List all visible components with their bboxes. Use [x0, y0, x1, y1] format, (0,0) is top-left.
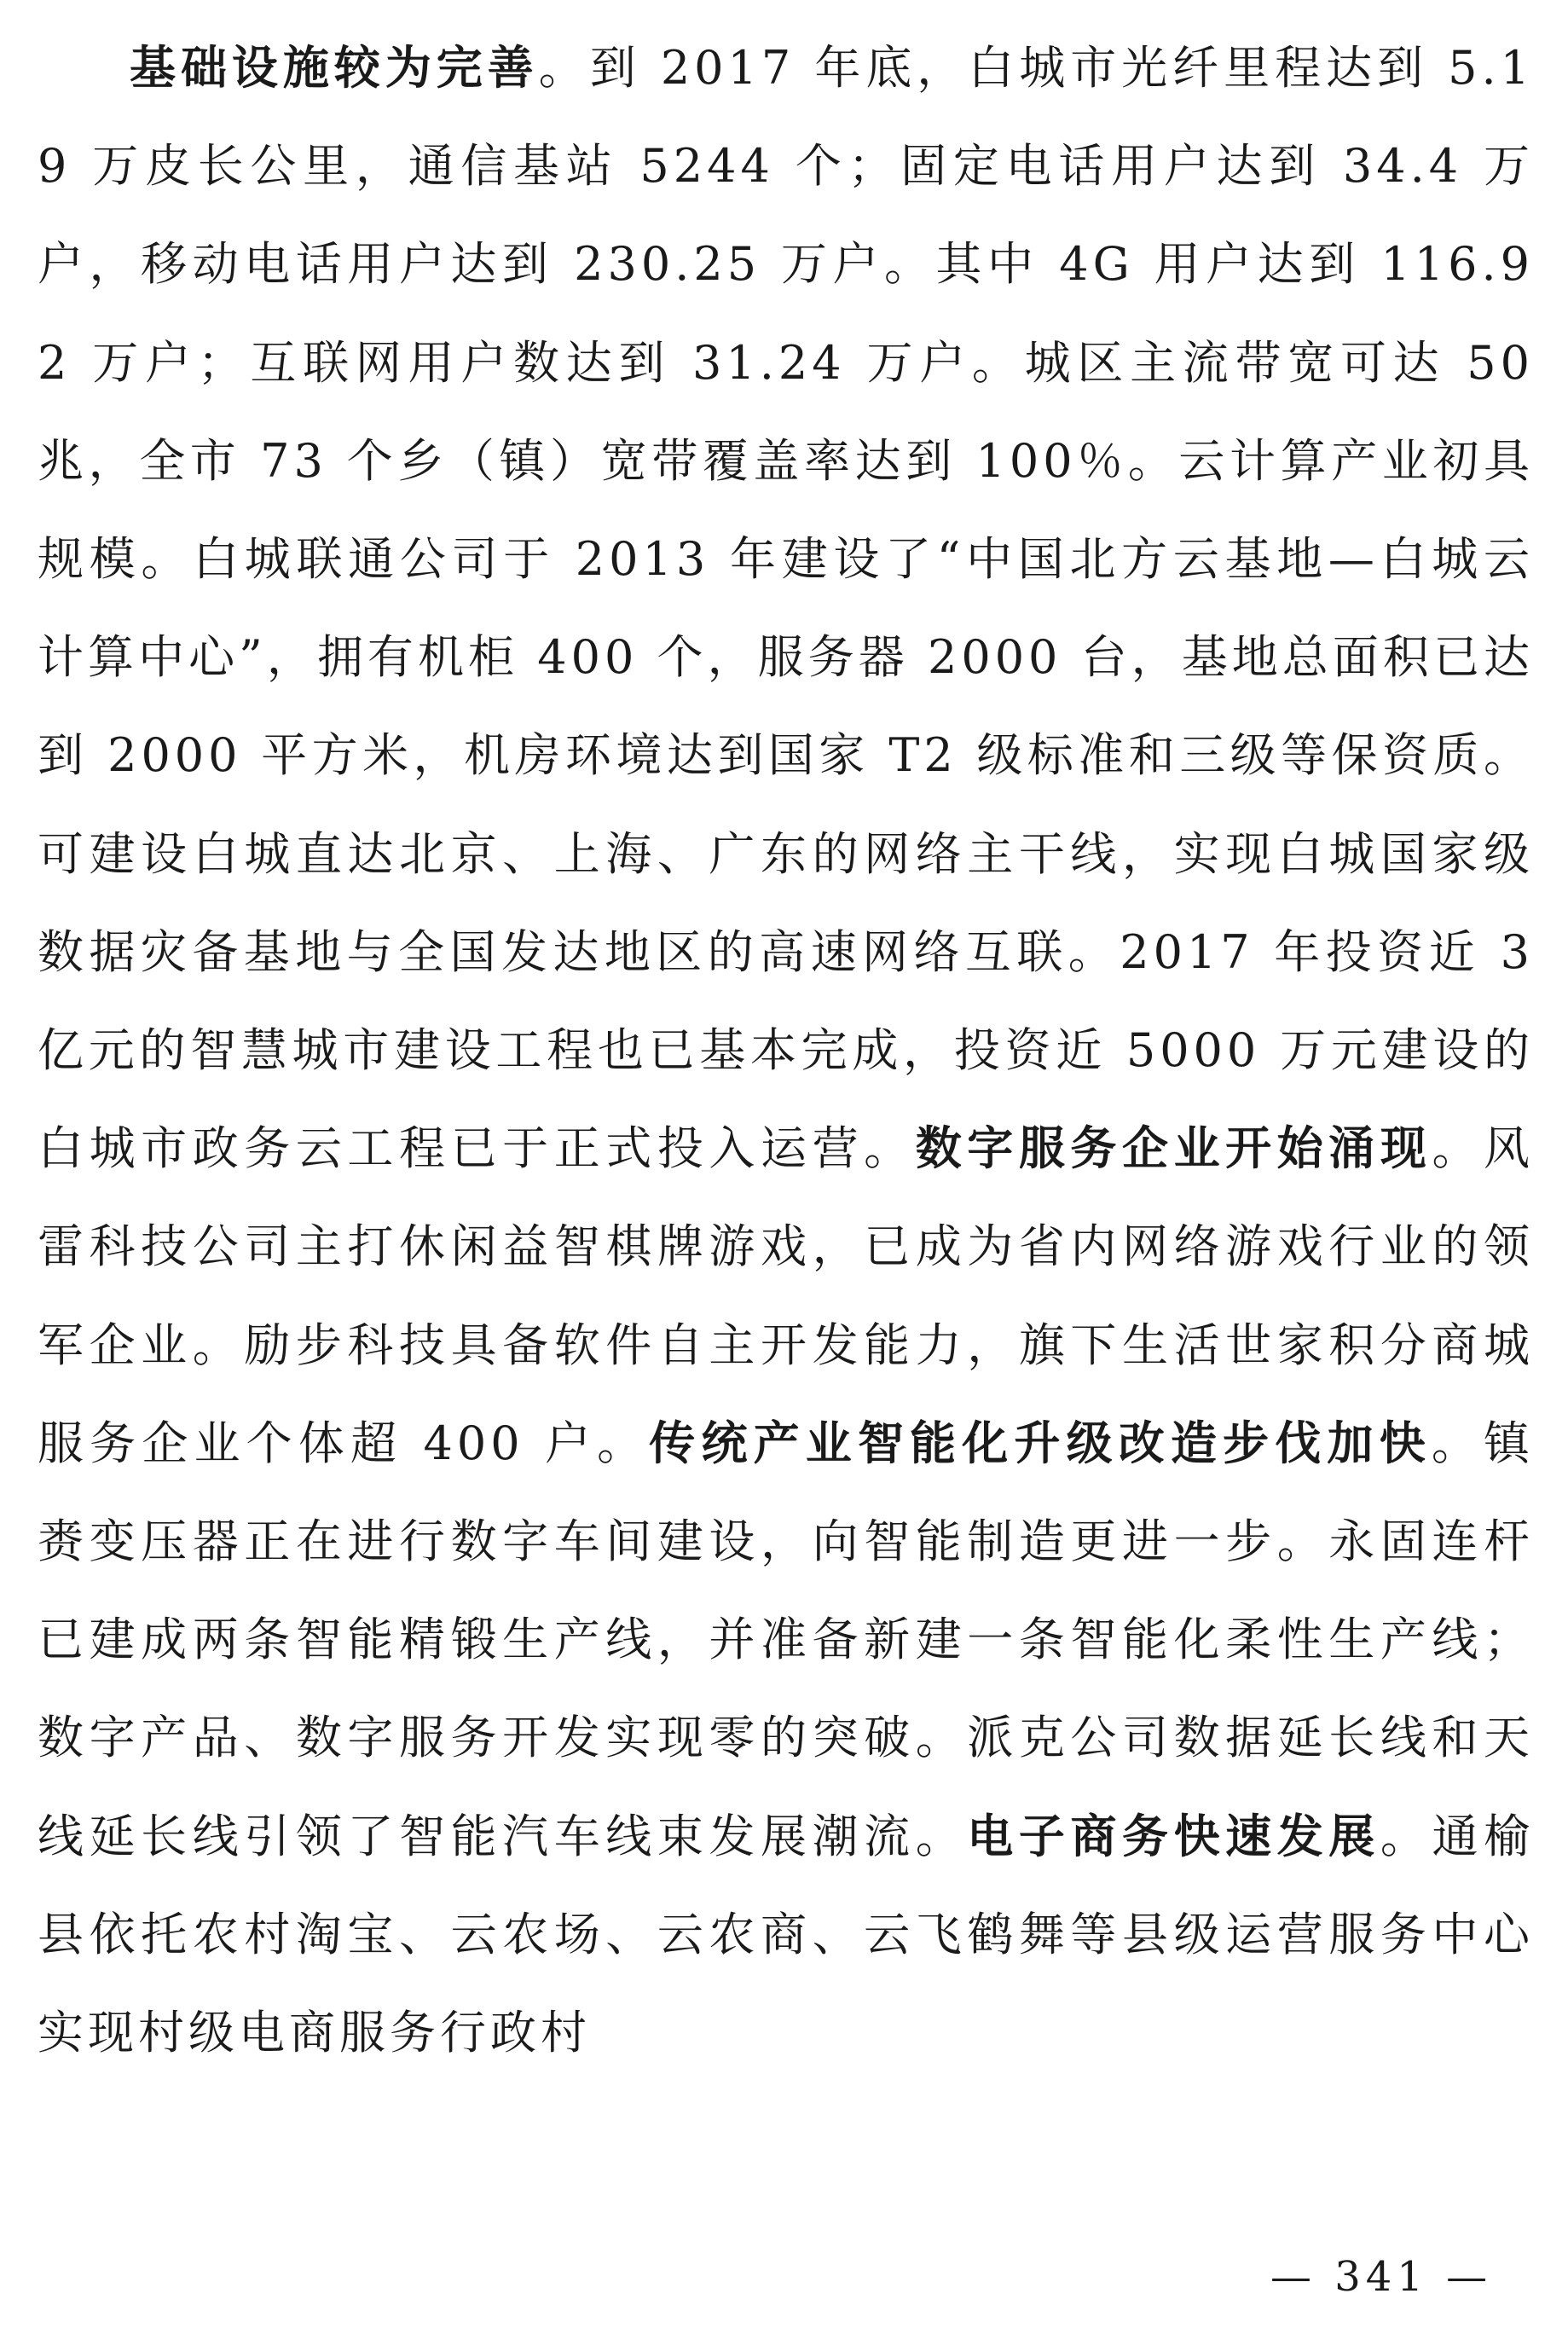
paragraph-text: 。镇赉变压器正在进行数字车间建设，向智能制造更进一步。永固连杆已建成两条智能精锻生产线，并准备新建一条智能化柔性生产线；数字产品、数字服务开发实现零的突破。派克公司数据延长线和天线延长线引领了智能汽车线束发展潮流。 [38, 1416, 1535, 1863]
bold-heading-ecommerce: 电子商务快速发展 [967, 1808, 1380, 1863]
paragraph-text: 。通榆县依托农村淘宝、云农场、云农商、云飞鹤舞等县级运营服务中心实现村级电商服务行政村 [38, 1809, 1535, 2060]
paragraph-text: 。到 2017 年底，白城市光纤里程达到 5.19 万皮长公里，通信基站 5244 个；固定电话用户达到 34.4 万户，移动电话用户达到 230.25 万户。其中 4G 用户达到 116.92 万户；互联网用户数达到 31.24 万户。城区主流带宽可达 50 兆，全市 73 个乡（镇）宽带覆盖率达到 100％。云计算产业初具规模。白城联通公司于 2013 年建设了“中国北方云基地—白城云计算中心”，拥有机柜 400 个，服务器 2000 台，基地总面积已达到 2000 平方米，机房环境达到国家 T2 级标准和三级等保资质。可建设白城直达北京、上海、广东的网络主干线，实现白城国家级数据灾备基地与全国发达地区的高速网络互联。2017 年投资近 3 亿元的智慧城市建设工程也已基本完成，投资近 5000 万元建设的白城市政务云工程已于正式投入运营。 [38, 41, 1534, 1176]
paragraph-text: 。风雷科技公司主打休闲益智棋牌游戏，已成为省内网络游戏行业的领军企业。励步科技具备软件自主开发能力，旗下生活世家积分商城服务企业个体超 400 户。 [38, 1121, 1535, 1470]
page-number: — 341 — [1270, 2253, 1493, 2301]
bold-heading-digital-service: 数字服务企业开始涌现 [915, 1121, 1432, 1176]
bold-heading-infrastructure: 基础设施较为完善 [130, 40, 539, 95]
bold-heading-industry-upgrade: 传统产业智能化升级改造步伐加快 [649, 1415, 1432, 1470]
body-paragraph [38, 19, 1534, 2082]
